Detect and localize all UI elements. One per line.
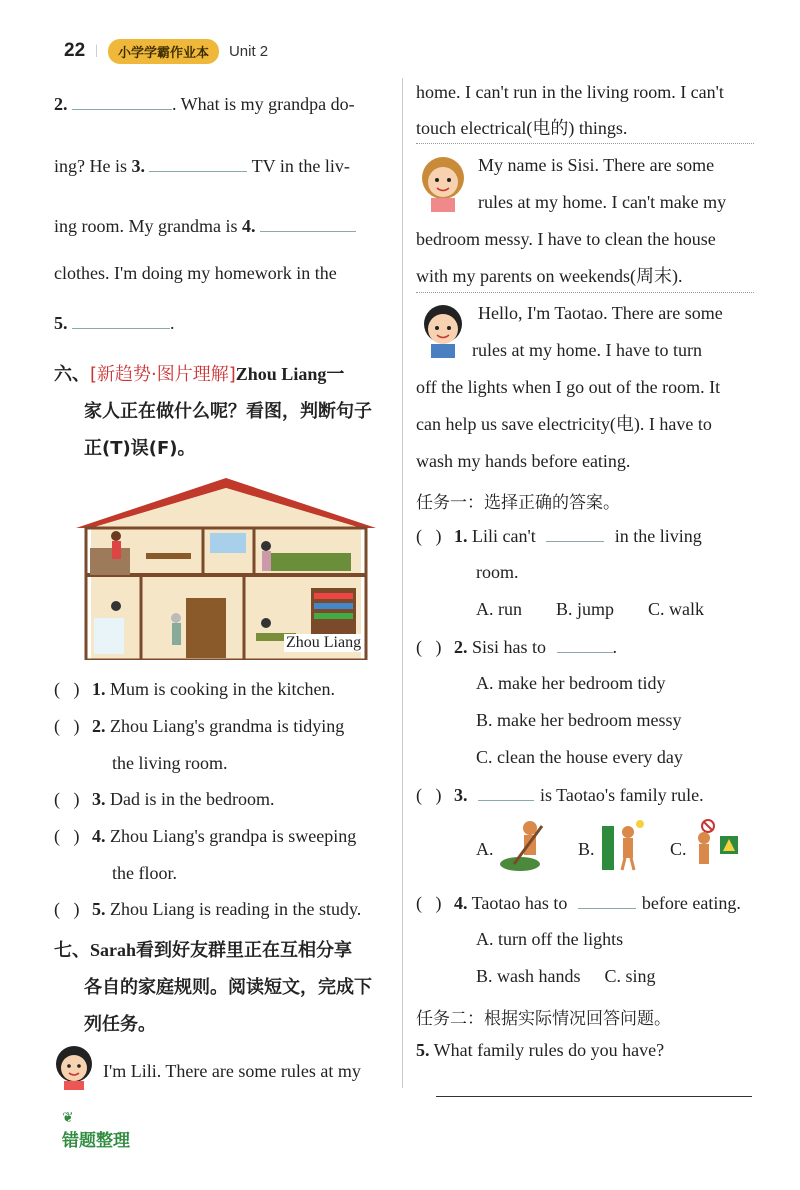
sisi-avatar xyxy=(418,154,468,212)
tf-item-5 xyxy=(54,900,361,918)
footer-label-box xyxy=(62,1112,130,1151)
blank-4[interactable] xyxy=(260,216,356,232)
section-6-line2: 家人正在做什么呢？看图，判断句子 xyxy=(84,401,372,422)
taotao-line-4: can help us save electricity(电). I have to xyxy=(416,414,712,434)
section-6-tag: [新趋势·图片理解] xyxy=(90,364,236,385)
mc-1-options xyxy=(476,600,704,618)
mc-2-number: 2. xyxy=(454,637,468,657)
lili-cont-1: home. I can't run in the living room. I can't xyxy=(416,82,724,102)
fill-line-4 xyxy=(54,216,356,235)
mc-4-number: 4. xyxy=(454,893,468,913)
q2-text: . What is my grandpa do- xyxy=(172,94,355,114)
sisi-line-2: rules at my home. I can't make my xyxy=(478,192,727,212)
lili-avatar xyxy=(52,1044,96,1090)
mc-4-options-bc xyxy=(476,967,656,985)
q2-number: 2. xyxy=(54,94,68,114)
answer-paren-5[interactable]: ( ) xyxy=(54,899,80,919)
mc-1-option-a[interactable]: A. run xyxy=(476,599,522,619)
answer-paren-4[interactable]: ( ) xyxy=(54,826,80,846)
divider-2 xyxy=(416,292,754,293)
answer-paren-2[interactable]: ( ) xyxy=(54,716,80,736)
sisi-line-3: bedroom messy. I have to clean the house xyxy=(416,229,716,249)
tf-4-number: 4. xyxy=(92,826,106,846)
section-7-line2: 各自的家庭规则。阅读短文，完成下 xyxy=(84,977,372,998)
mc-paren-2[interactable]: ( ) xyxy=(416,637,442,657)
taotao-line-5: wash my hands before eating. xyxy=(416,451,631,471)
q5-dot: . xyxy=(170,313,175,333)
tf-5-text: Zhou Liang is reading in the study. xyxy=(105,899,362,919)
page-header xyxy=(64,38,268,64)
task-2-heading: 任务二：根据实际情况回答问题。 xyxy=(416,1009,671,1029)
answer-line[interactable] xyxy=(436,1096,752,1097)
line3-a: ing room. My grandma is xyxy=(54,216,242,236)
electrical-warning-icon xyxy=(688,818,744,874)
mc-question-1 xyxy=(416,526,702,545)
mc-paren-3[interactable]: ( ) xyxy=(416,785,442,805)
leaf-icon: ❦ xyxy=(62,1111,74,1126)
mc-paren-4[interactable]: ( ) xyxy=(416,893,442,913)
tf-5-number: 5. xyxy=(92,899,106,919)
mc-3-option-b[interactable]: B. xyxy=(578,839,595,859)
taotao-avatar xyxy=(418,302,468,358)
mc-1-cont: room. xyxy=(476,562,519,582)
column-divider xyxy=(402,78,403,1088)
fill-line-2 xyxy=(54,94,355,113)
tf-4-text: Zhou Liang's grandpa is sweeping xyxy=(105,826,357,846)
lili-cont-2: touch electrical(电的) things. xyxy=(416,118,628,138)
mc-1-option-c[interactable]: C. walk xyxy=(648,599,705,619)
house-illustration xyxy=(76,478,376,660)
door-lights-icon xyxy=(598,818,648,874)
mc-question-2: ( ) 2. Sisi has to . xyxy=(416,637,618,657)
mc-4-option-c[interactable]: C. sing xyxy=(604,966,656,986)
tf-1-number: 1. xyxy=(92,679,106,699)
tf-2-number: 2. xyxy=(92,716,106,736)
mc-3-text: is Taotao's family rule. xyxy=(540,785,704,805)
section-7-line3: 列任务。 xyxy=(84,1014,156,1035)
mc-2-text: Sisi has to xyxy=(467,637,547,657)
mc-3-option-a[interactable]: A. xyxy=(476,839,494,859)
q5-open-number: 5. xyxy=(416,1040,430,1060)
tf-item-3 xyxy=(54,790,274,808)
tf-1-text: Mum is cooking in the kitchen. xyxy=(105,679,335,699)
mc-3-options xyxy=(476,818,746,874)
tf-item-1 xyxy=(54,680,335,698)
mc-2-blank[interactable] xyxy=(557,637,613,653)
section-7-line1: 看到好友群里正在互相分享 xyxy=(136,940,353,961)
task-1-heading: 任务一：选择正确的答案。 xyxy=(416,493,620,513)
divider-1 xyxy=(416,143,754,144)
unit-label: Unit 2 xyxy=(228,42,269,60)
mc-4-option-a[interactable]: A. turn off the lights xyxy=(476,929,624,949)
page-number: 22 xyxy=(64,40,86,61)
mc-1-option-b[interactable]: B. jump xyxy=(556,599,615,619)
blank-5[interactable] xyxy=(72,313,170,329)
section-6-line3: 正(T)误(F)。 xyxy=(84,438,196,459)
open-question-5 xyxy=(416,1041,664,1059)
q5-number: 5. xyxy=(54,313,68,333)
answer-paren-3[interactable]: ( ) xyxy=(54,789,80,809)
mc-1-text: Lili can't xyxy=(467,526,536,546)
mc-4-blank[interactable] xyxy=(578,893,636,909)
text-line-4: clothes. I'm doing my homework in the xyxy=(54,263,337,283)
tf-item-4-cont: the floor. xyxy=(112,863,177,883)
section-7-heading xyxy=(54,936,352,962)
tf-item-4 xyxy=(54,827,356,845)
mc-2-option-b[interactable]: B. make her bedroom messy xyxy=(476,710,682,730)
answer-paren-1[interactable]: ( ) xyxy=(54,679,80,699)
tf-item-2 xyxy=(54,717,344,735)
mc-3-blank[interactable] xyxy=(478,785,534,801)
picture-label: Zhou Liang xyxy=(286,634,362,651)
mc-1-blank[interactable] xyxy=(546,526,604,542)
footer-label: 错题整理 xyxy=(62,1131,130,1151)
tf-2-text: Zhou Liang's grandma is tidying xyxy=(105,716,345,736)
mc-1-number: 1. xyxy=(454,526,468,546)
mc-question-4 xyxy=(416,893,741,912)
sisi-line-1: My name is Sisi. There are some xyxy=(478,155,715,175)
mc-paren-1[interactable]: ( ) xyxy=(416,526,442,546)
mc-1-tail: in the living xyxy=(614,526,702,546)
section-6-heading xyxy=(54,360,344,386)
tf-item-2-cont: the living room. xyxy=(112,753,228,773)
mc-4-option-b[interactable]: B. wash hands xyxy=(476,966,581,986)
sisi-line-4: with my parents on weekends(周末). xyxy=(416,266,683,286)
book-title-badge: 小学学霸作业本 xyxy=(108,39,219,64)
mc-3-option-c[interactable]: C. xyxy=(670,839,687,859)
mc-4-tail: before eating. xyxy=(641,893,741,913)
tf-3-number: 3. xyxy=(92,789,106,809)
taotao-line-1: Hello, I'm Taotao. There are some xyxy=(478,303,723,323)
mc-2-option-c[interactable]: C. clean the house every day xyxy=(476,747,683,767)
line2-b: TV in the liv- xyxy=(247,156,350,176)
house-picture xyxy=(76,478,376,660)
mc-3-number: 3. xyxy=(454,785,468,805)
section-7-name: Sarah xyxy=(90,940,137,960)
blank-3[interactable] xyxy=(149,156,247,172)
mc-question-3 xyxy=(416,785,704,804)
q5-open-text: What family rules do you have? xyxy=(429,1040,665,1060)
lili-text: I'm Lili. There are some rules at my xyxy=(103,1061,361,1081)
blank-2[interactable] xyxy=(72,94,172,110)
header-separator: | xyxy=(95,43,98,58)
tf-3-text: Dad is in the bedroom. xyxy=(105,789,275,809)
mc-2-option-a[interactable]: A. make her bedroom tidy xyxy=(476,673,666,693)
q4-number: 4. xyxy=(241,216,256,236)
taotao-line-3: off the lights when I go out of the room. It xyxy=(416,377,721,397)
sweeping-icon xyxy=(496,818,556,874)
section-6-name: Zhou Liang xyxy=(235,364,327,384)
line2-a: ing? He is xyxy=(54,156,132,176)
fill-line-5 xyxy=(54,313,175,332)
q3-number: 3. xyxy=(131,156,145,176)
taotao-line-2: rules at my home. I have to turn xyxy=(472,340,702,360)
section-6-dash: 一 xyxy=(326,364,345,385)
fill-line-3 xyxy=(54,156,350,175)
section-6-number: 六、 xyxy=(54,364,90,385)
section-7-number: 七、 xyxy=(54,940,90,961)
mc-4-text: Taotao has to xyxy=(467,893,568,913)
